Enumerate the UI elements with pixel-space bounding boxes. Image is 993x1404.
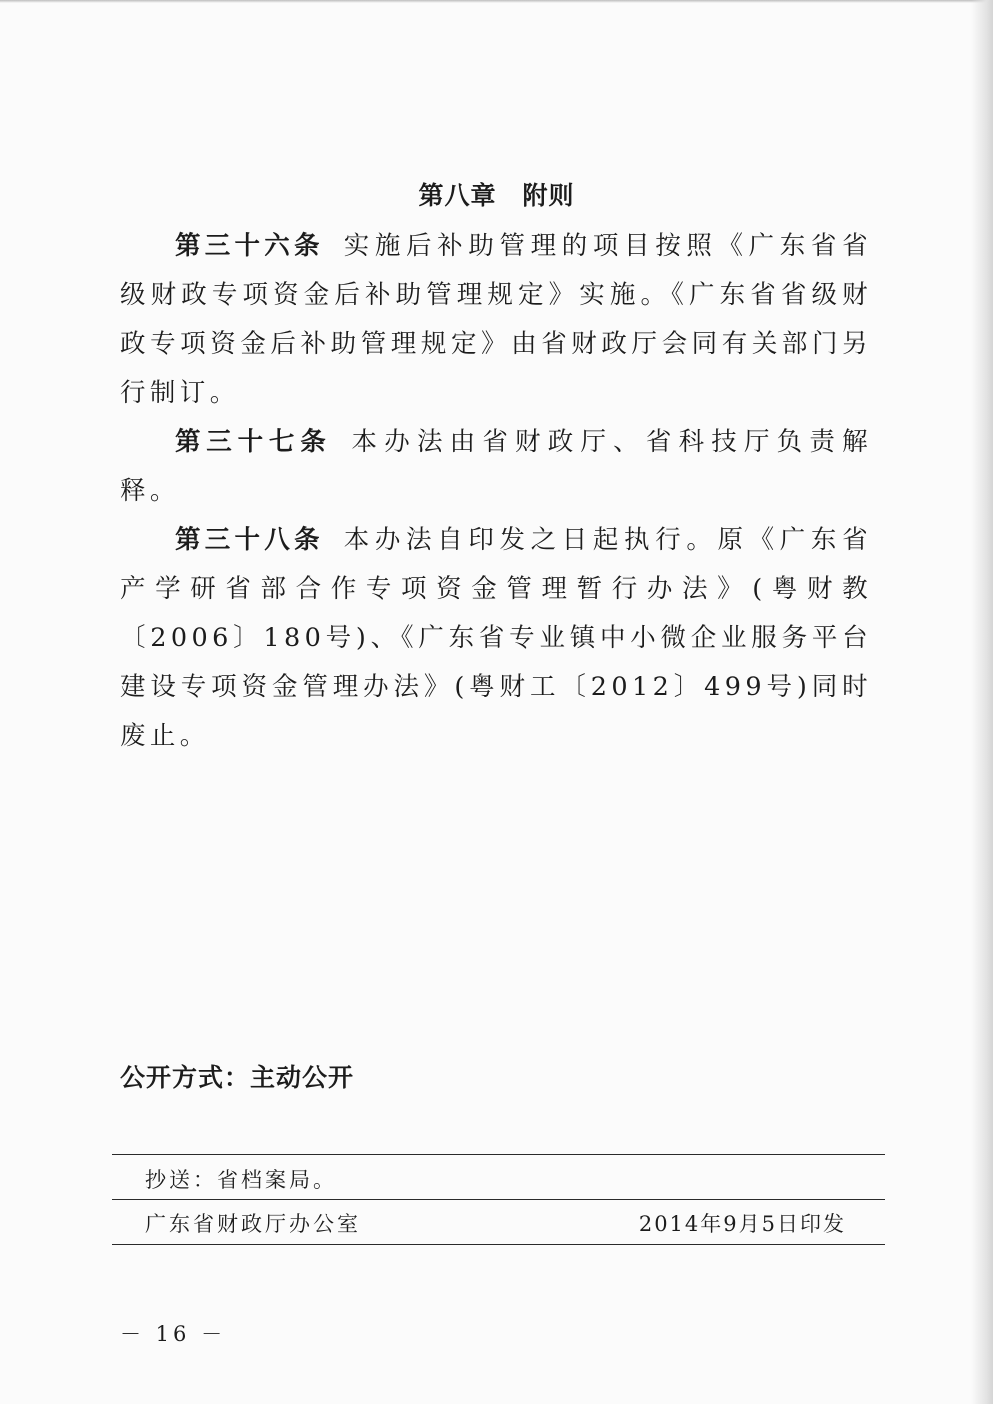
print-date: 2014年9月5日印发 xyxy=(638,1212,846,1236)
cc-line: 抄送：省档案局。 xyxy=(145,1168,337,1192)
issuing-office: 广东省财政厅办公室 xyxy=(145,1212,361,1236)
article-text: 本办法由省财政厅、省科技厅负责解释。 xyxy=(120,427,872,506)
article-38 xyxy=(120,516,872,761)
article-text: 实施后补助管理的项目按照《广东省省级财政专项资金后补助管理规定》实施。《广东省省级财政专项资金后补助管理规定》由省财政厅会同有关部门另行制订。 xyxy=(120,231,872,408)
article-36 xyxy=(120,222,872,418)
page-number: － 16 － xyxy=(120,1322,227,1346)
footer-rule-middle xyxy=(112,1199,885,1200)
articles-body xyxy=(120,222,872,761)
scan-edge-top xyxy=(0,0,993,3)
article-text: 本办法自印发之日起执行。原《广东省产学研省部合作专项资金管理暂行办法》(粤财教〔2006〕180号)、《广东省专业镇中小微企业服务平台建设专项资金管理办法》(粤财工〔2012〕499号)同时废止。 xyxy=(120,525,872,751)
article-number: 第三十七条 xyxy=(175,427,332,457)
article-number: 第三十八条 xyxy=(175,525,324,555)
article-37 xyxy=(120,418,872,516)
footer-rule-bottom xyxy=(112,1244,885,1245)
disclosure-method: 公开方式：主动公开 xyxy=(120,1063,355,1092)
article-number: 第三十六条 xyxy=(175,231,324,261)
footer-rule-top xyxy=(112,1154,885,1155)
chapter-title: 第八章 附则 xyxy=(418,181,575,210)
